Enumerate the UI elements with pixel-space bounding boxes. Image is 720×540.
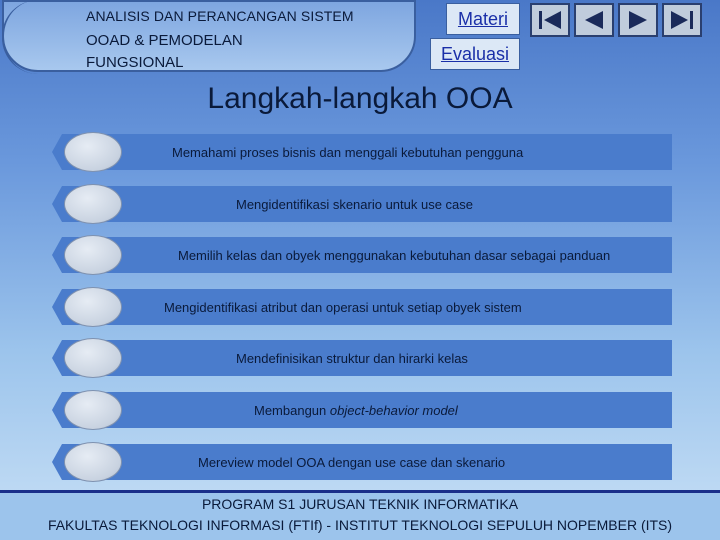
footer-program: PROGRAM S1 JURUSAN TEKNIK INFORMATIKA (201, 496, 519, 512)
step-label-plain: Membangun (254, 402, 330, 418)
footer-faculty: FAKULTAS TEKNOLOGI INFORMASI (FTIf) - INSTITUT TEKNOLOGI SEPULUH NOPEMBER (ITS) (47, 517, 673, 533)
step-label: Mengidentifikasi atribut dan operasi untuk setiap obyek sistem (164, 299, 522, 315)
footer (0, 490, 720, 540)
step-bullet-icon (64, 184, 122, 224)
step-bullet-icon (64, 287, 122, 327)
previous-icon (581, 9, 607, 31)
step-item (52, 186, 672, 222)
first-icon (537, 9, 563, 31)
step-item (52, 134, 672, 170)
course-title: ANALISIS DAN PERANCANGAN SISTEM (86, 8, 354, 24)
step-label: Memahami proses bisnis dan menggali kebutuhan pengguna (172, 144, 524, 160)
materi-link[interactable]: Materi (446, 3, 520, 35)
slide-title: Langkah-langkah OOA (207, 82, 513, 115)
next-slide-button[interactable] (618, 3, 658, 37)
step-item (52, 237, 672, 273)
step-item (52, 444, 672, 480)
step-label-italic: object-behavior model (329, 402, 458, 418)
step-item (52, 392, 672, 428)
last-icon (669, 9, 695, 31)
step-bullet-icon (64, 442, 122, 482)
course-subtitle (86, 30, 243, 74)
step-label (254, 392, 458, 428)
course-subtitle-line1: OOAD & PEMODELAN (86, 32, 243, 49)
step-item (52, 340, 672, 376)
step-label: Mereview model OOA dengan use case dan skenario (198, 454, 506, 470)
step-item (52, 289, 672, 325)
step-bullet-icon (64, 235, 122, 275)
step-label: Mendefinisikan struktur dan hirarki kelas (236, 350, 468, 366)
step-bullet-icon (64, 132, 122, 172)
step-bullet-icon (64, 338, 122, 378)
previous-slide-button[interactable] (574, 3, 614, 37)
next-icon (625, 9, 651, 31)
step-label: Mengidentifikasi skenario untuk use case (236, 196, 474, 212)
evaluasi-link[interactable]: Evaluasi (430, 38, 520, 70)
first-slide-button[interactable] (530, 3, 570, 37)
last-slide-button[interactable] (662, 3, 702, 37)
course-subtitle-line2: FUNGSIONAL (86, 54, 184, 71)
course-title-banner (2, 0, 416, 72)
step-bullet-icon (64, 390, 122, 430)
step-label: Memilih kelas dan obyek menggunakan kebutuhan dasar sebagai panduan (178, 247, 611, 263)
